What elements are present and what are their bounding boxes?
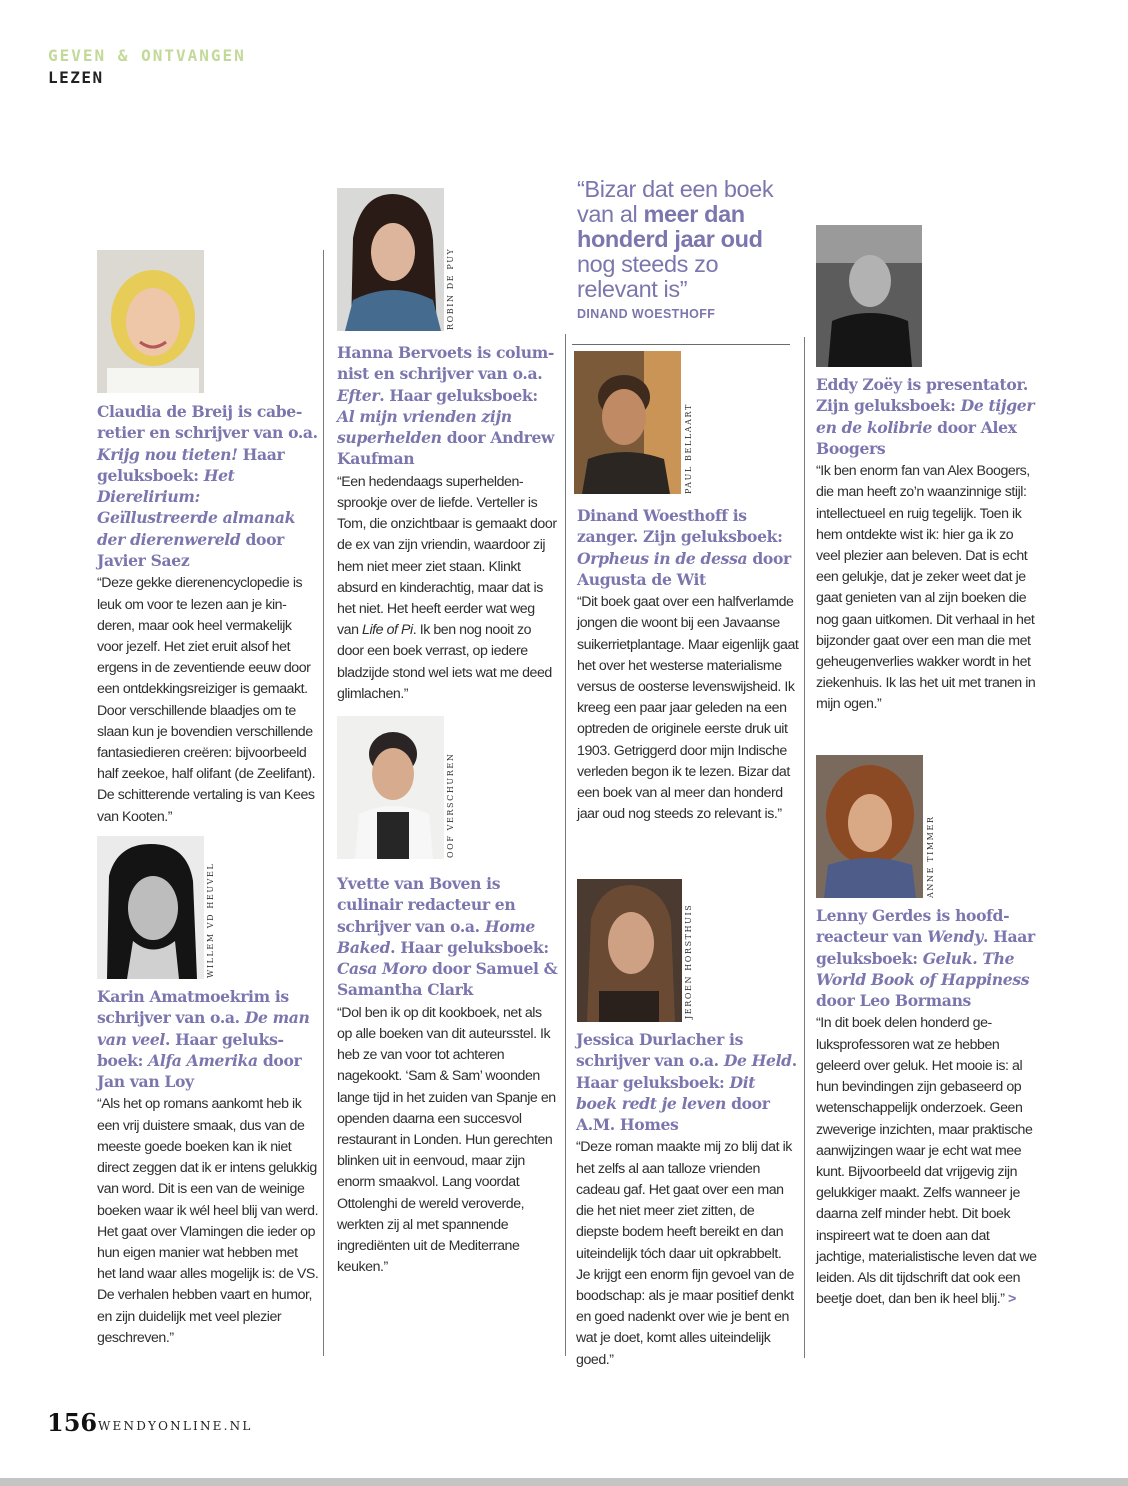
hanna-profile: [337, 342, 559, 705]
lenny-intro: Lenny Gerdes is hoofdreacteur van Wendy. Haar geluksboek: Geluk. The World Book of Happiness door Leo Bormans: [816, 906, 1035, 1011]
pull-quote: “Bizar dat een boek van al meer dan honderd jaar oud nog steeds zo relevant is”: [577, 176, 774, 302]
hanna-portrait: [337, 188, 444, 331]
eddy-intro: Eddy Zoëy is presentator. Zijn geluksboek: De tijger en de kolibrie door Alex Boogers: [816, 375, 1035, 458]
lenny-portrait: [816, 755, 923, 898]
karin-photo-credit: WILLEM VD HEUVEL: [206, 862, 215, 978]
yvette-portrait: [337, 716, 444, 859]
karin-profile: [97, 986, 319, 1349]
karin-portrait: [97, 836, 204, 979]
dinand-intro: Dinand Woesthoff is zanger. Zijn geluksboek: Orpheus in de dessa door Augusta de Wit: [577, 506, 791, 589]
subsection-title: LEZEN: [48, 68, 104, 87]
lenny-quote: “In dit boek delen honderd geluksprofessoren wat ze hebben geleerd over geluk. Het mooie is: al hun bevindingen zijn gebaseerd op wetenschappelijk onderzoek. Geen zweverige inzichten, maar praktische aanwijzingen waar je echt wat mee kunt. Bijvoorbeeld dat vrijgevig zijn gelukkiger maakt. Zelfs wanneer je daarna zelf minder hebt. Dit boek inspireert wat te doen aan dat jachtige, materialistische leven dat we leiden. Als dit tijdschrift dat ook een beetje doet, dan ben ik heel blij.” >: [816, 1015, 1037, 1308]
claudia-quote: “Deze gekke dierenencyclopedie is leuk om voor te lezen aan je kinderen, maar ook heel vermakelijk voor jezelf. Het ziet eruit alsof het ergens in de zeventiende eeuw door een ontdekkingsreiziger is gemaakt. Door verschillende blaadjes om te slaan kun je bovendien verschillende fantasiedieren creëren: bijvoorbeeld half zeekoe, half olifant (de Zeelifant). De schitterende vertaling is van Kees van Kooten.”: [97, 575, 316, 825]
yvette-quote: “Dol ben ik op dit kookboek, net als op alle boeken van dit auteursstel. Ik heb ze van voor tot achteren nagekookt. ‘Sam & Sam’ woonden lange tijd in het zuiden van Spanje en openden daarna een succesvol restaurant in Londen. Hun gerechten blinken uit in eenvoud, maar zijn enorm smaakvol. Lang voordat Ottolenghi de wereld veroverde, werkten zij al met spannende ingrediënten uit de Mediterrane keuken.”: [337, 1004, 556, 1276]
pull-quote-author: DINAND WOESTHOFF: [577, 307, 716, 321]
lenny-photo-credit: ANNE TIMMER: [926, 815, 935, 898]
jessica-intro: Jessica Durlacher is schrijver van o.a. De Held. Haar geluksboek: Dit boek redt je leven door A.M. Homes: [576, 1030, 797, 1135]
dinand-portrait: [574, 351, 681, 494]
pull-quote-divider: [572, 344, 790, 345]
yvette-photo-credit: OOF VERSCHUREN: [446, 752, 455, 858]
claudia-intro: Claudia de Breij is caberetier en schrijver van o.a. Krijg nou tieten! Haar geluksboek: Het Dierelirium: Geïllustreerde almanak der dierenwereld door Javier Saez: [97, 402, 318, 571]
dinand-profile: [577, 505, 799, 825]
website-url: WENDYONLINE.NL: [98, 1419, 253, 1433]
hanna-quote: “Een hedendaags superheldensprookje over de liefde. Verteller is Tom, die onzichtbaar is gemaakt door de ex van zijn vriendin, waardoor zij hem niet meer ziet staan. Klinkt absurd en kinderachtig, maar dat is het niet. Het heeft eerder wat weg van Life of Pi. Ik ben nog nooit zo door een boek verrast, op iedere bladzijde stond wel iets wat me deed glimlachen.”: [337, 473, 557, 702]
dinand-photo-credit: PAUL BELLAART: [684, 403, 693, 494]
jessica-portrait: [577, 879, 682, 1022]
lenny-profile: [816, 905, 1038, 1310]
dinand-quote: “Dit boek gaat over een halfverlamde jongen die woont bij een Javaanse suikerrietplantage. Maar eigenlijk gaat het over het westerse materialisme versus de oosterse levenswijsheid. Ik kreeg een paar jaar geleden na een optreden de originele eerste druk uit 1903. Getriggerd door mijn Indische verleden begon ik te lezen. Bizar dat een boek van al meer dan honderd jaar oud nog steeds zo relevant is.”: [577, 594, 799, 823]
karin-intro: Karin Amatmoekrim is schrijver van o.a. De man van veel. Haar geluksboek: Alfa Amerika door Jan van Loy: [97, 987, 310, 1092]
yvette-intro: Yvette van Boven is culinair redacteur en schrijver van o.a. Home Baked. Haar geluksboek: Casa Moro door Samuel & Samantha Clark: [337, 874, 558, 1000]
jessica-photo-credit: JEROEN HORSTHUIS: [684, 903, 693, 1019]
hanna-photo-credit: ROBIN DE PUY: [446, 247, 455, 330]
eddy-quote: “Ik ben enorm fan van Alex Boogers, die man heeft zo’n waanzinnige stijl: intellectueel en ruig tegelijk. Toen ik hem ontdekte wist ik: hier ga ik zo veel plezier aan beleven. Dat is echt een gelukje, dat je zeker weet dat je gaat genieten van al zijn boeken die nog gaan uitkomen. Dit verhaal in het bijzonder gaat over een man die met geheugenverlies wakker wordt in het ziekenhuis. Ik las het uit met tranen in mijn ogen.”: [816, 463, 1036, 713]
karin-quote: “Als het op romans aankomt heb ik een vrij duistere smaak, dus van de meeste goede boeken kan ik niet direct zeggen dat ik er intens gelukkig van word. Dit is een van de weinige boeken waar ik wél heel blij van werd. Het gaat over Vlamingen die ieder op hun eigen manier wat hebben met het land waar alles mogelijk is: de VS. De verhalen hebben vaart en humor, en zijn duidelijk met veel plezier geschreven.”: [97, 1096, 319, 1346]
eddy-profile: [816, 374, 1038, 716]
column-divider: [565, 334, 566, 1356]
column-divider: [804, 337, 805, 1358]
claudia-portrait: [97, 250, 204, 393]
yvette-profile: [337, 873, 559, 1278]
jessica-quote: “Deze roman maakte mij zo blij dat ik het zelfs al aan talloze vrienden cadeau gaf. Het gaat over een man die het niet meer ziet zitten, de diepste bodem heeft bereikt en dan uiteindelijk tóch daar uit opkrabbelt. Je krijgt een enorm fijn gevoel van de boodschap: als je maar positief denkt en goed nadenkt over wie je bent en wat je doet, komt alles uiteindelijk goed.”: [576, 1139, 794, 1368]
claudia-profile: [97, 401, 319, 828]
jessica-profile: [576, 1029, 798, 1371]
column-divider: [323, 250, 324, 1356]
eddy-portrait: [816, 225, 922, 367]
continue-arrow: >: [1004, 1291, 1016, 1308]
section-title: GEVEN & ONTVANGEN: [48, 46, 246, 65]
page-number: 156: [47, 1408, 98, 1437]
page-bottom-bar: [0, 1478, 1128, 1486]
hanna-intro: Hanna Bervoets is columnist en schrijver van o.a. Efter. Haar geluksboek: Al mijn vrienden zijn superhelden door Andrew Kaufman: [337, 343, 555, 469]
